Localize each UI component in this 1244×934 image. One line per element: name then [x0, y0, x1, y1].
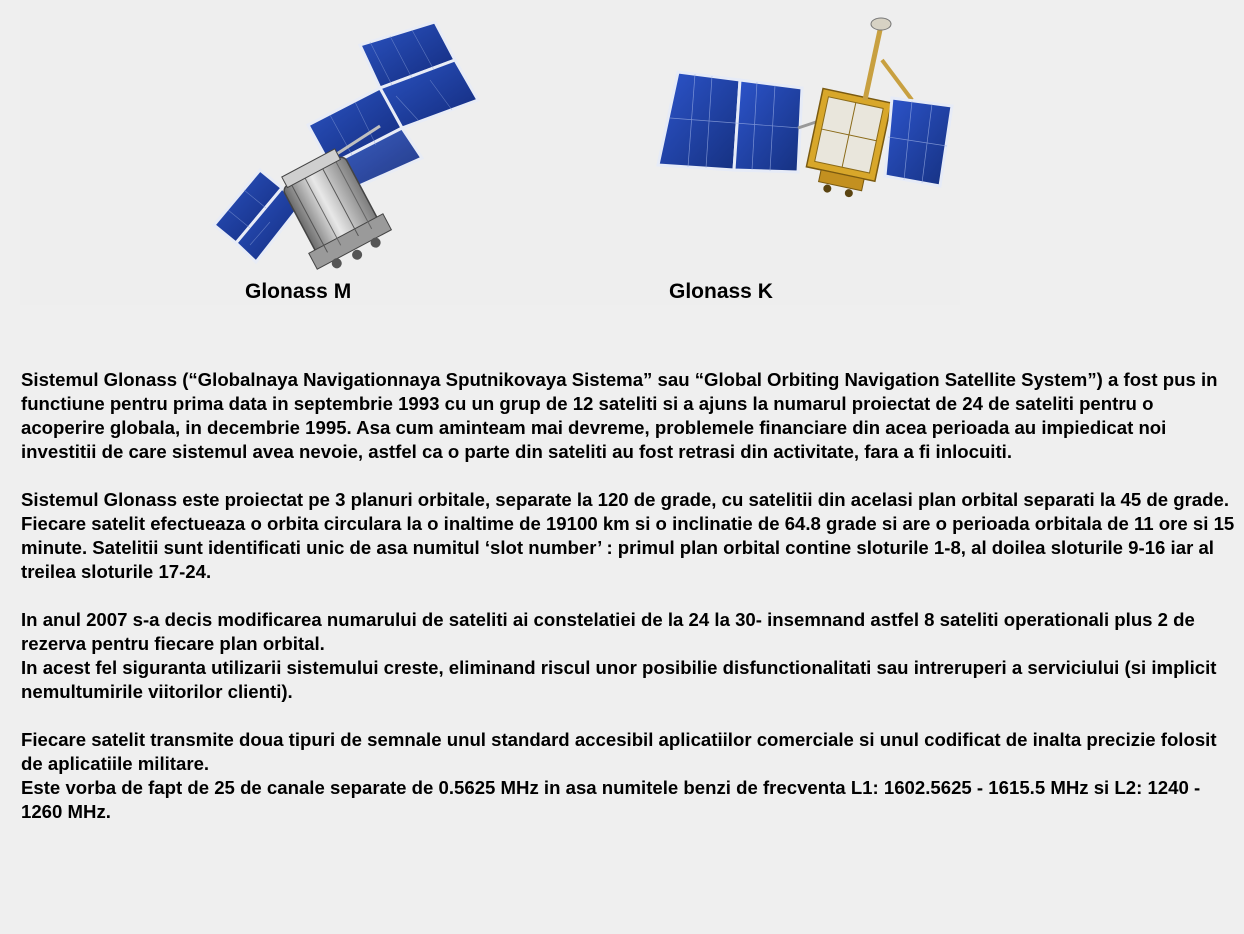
- glonass-k-caption: Glonass K: [669, 280, 773, 303]
- paragraph-frequency-bands: Este vorba de fapt de 25 de canale separate de 0.5625 MHz in asa numitele benzi de frecventa L1: 1602.5625 - 1615.5 MHz si L2: 1240 - 1260 MHz.: [21, 777, 1201, 822]
- paragraph-constellation-2007: In anul 2007 s-a decis modificarea numarului de sateliti ai constelatiei de la 24 la 30- insemnand astfel 8 sateliti operationali plus 2 de rezerva pentru fiecare plan orbital.: [21, 609, 1195, 654]
- paragraph-signals: Fiecare satelit transmite doua tipuri de semnale unul standard accesibil aplicatiilor comerciale si unul codificat de inalta precizie folosit de aplicatiile militare.: [21, 729, 1217, 774]
- article-text: [21, 368, 1236, 824]
- paragraph-safety: In acest fel siguranta utilizarii sistemului creste, eliminand riscul unor posibilie disfunctionalitati sau intreruperi a serviciului (si implicit nemultumirile viitorilor clienti).: [21, 657, 1217, 702]
- paragraph-history: Sistemul Glonass (“Globalnaya Navigationnaya Sputnikovaya Sistema” sau “Global Orbiting Navigation Satellite System”) a fost pus in functiune pentru prima data in septembrie 1993 cu un grup de 12 sateliti si a ajuns la numarul proiectat de 24 de sateliti pentru o acoperire globala, in decembrie 1995. Asa cum aminteam mai devreme, problemele financiare din acea perioada au impiedicat noi investitii de care sistemul avea nevoie, astfel ca o parte din sateliti au fost retrasi din activitate, fara a fi inlocuiti.: [21, 369, 1218, 462]
- glonass-k-satellite-icon: [650, 0, 960, 210]
- paragraph-orbital-planes: Sistemul Glonass este proiectat pe 3 planuri orbitale, separate la 120 de grade, cu satelitii din acelasi plan orbital separati la 45 de grade. Fiecare satelit efectueaza o orbita circulara la o inaltime de 19100 km si o inclinatie de 64.8 grade si are o perioada orbitala de 11 ore si 15 minute. Satelitii sunt identificati unic de asa numitul ‘slot number’ : primul plan orbital contine sloturile 1-8, al doilea sloturile 9-16 iar al treilea sloturile 17-24.: [21, 489, 1235, 582]
- glonass-m-caption: Glonass M: [245, 280, 352, 303]
- glonass-m-satellite-icon: [200, 0, 500, 280]
